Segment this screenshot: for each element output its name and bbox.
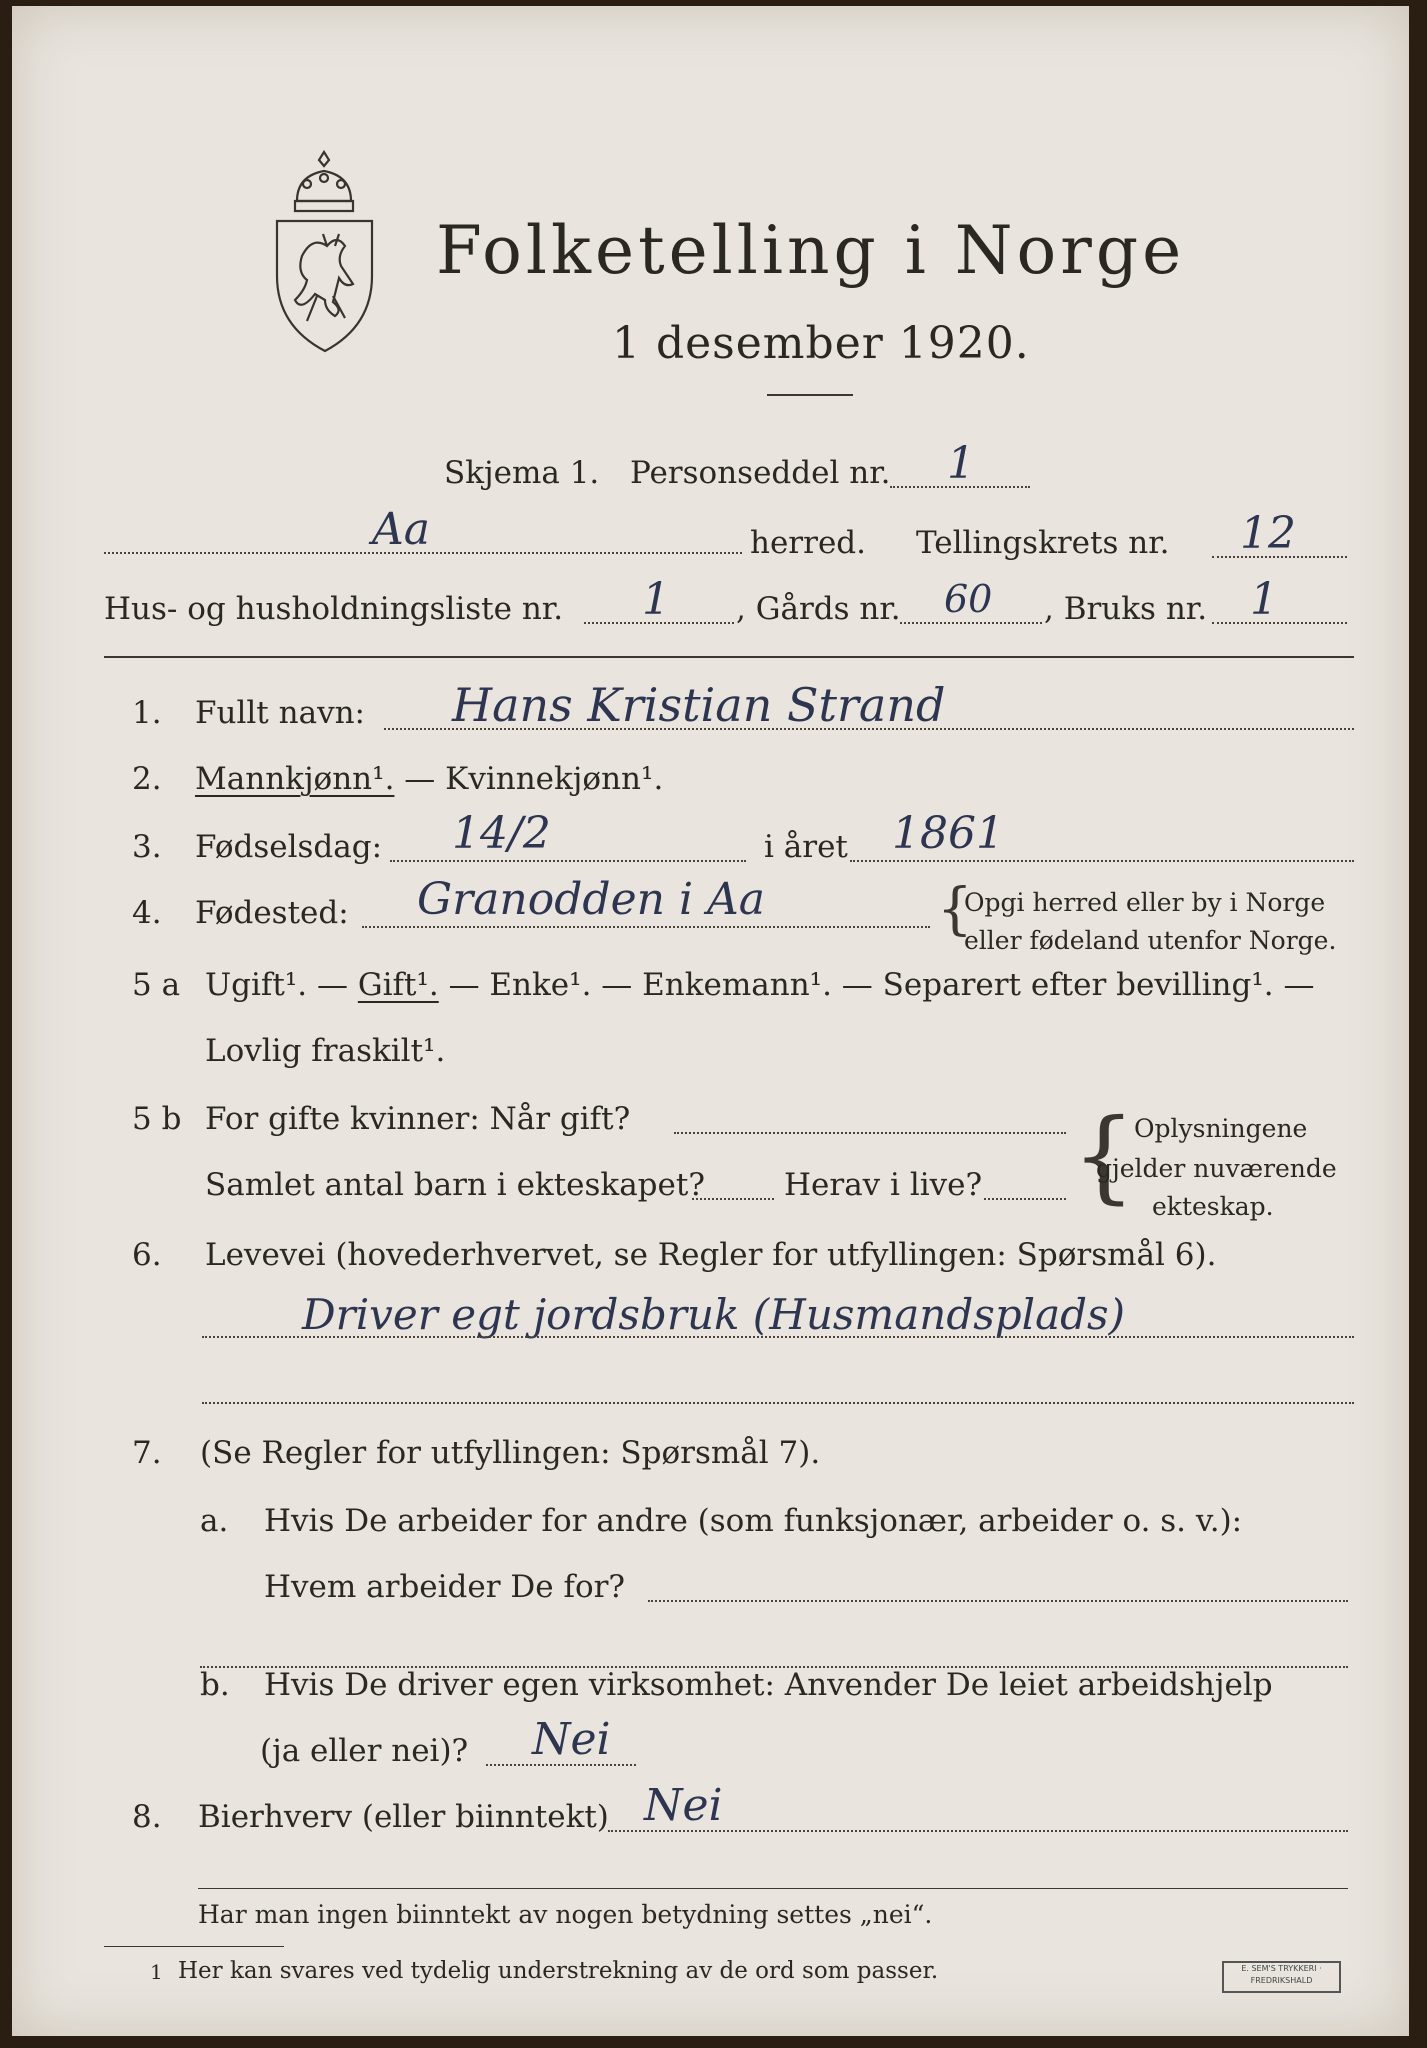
hired-help-value[interactable]: Nei bbox=[532, 1714, 611, 1765]
q7a-letter: a. bbox=[200, 1503, 229, 1539]
title-divider bbox=[767, 394, 853, 396]
footer-divider-2 bbox=[104, 1946, 284, 1947]
q2-number: 2. bbox=[132, 761, 162, 797]
q4-note-line2: eller fødeland utenfor Norge. bbox=[964, 926, 1337, 955]
q3-year-label: i året bbox=[764, 829, 848, 865]
header-divider bbox=[104, 656, 1354, 658]
ugift-option[interactable]: Ugift¹. bbox=[205, 967, 308, 1003]
q5b-brace: { bbox=[1072, 1097, 1136, 1214]
q6-line1 bbox=[202, 1336, 1354, 1338]
norwegian-coat-of-arms-icon bbox=[267, 146, 382, 361]
q1-number: 1. bbox=[132, 695, 162, 731]
q8-number: 8. bbox=[132, 1799, 162, 1835]
full-name-value[interactable]: Hans Kristian Strand bbox=[452, 678, 946, 732]
gards-value[interactable]: 60 bbox=[944, 577, 993, 621]
personseddel-value[interactable]: 1 bbox=[947, 438, 975, 489]
gards-label: , Gårds nr. bbox=[736, 591, 901, 627]
birthplace-value[interactable]: Granodden i Aa bbox=[417, 874, 766, 925]
q5b-label2: Samlet antal barn i ekteskapet? bbox=[205, 1167, 705, 1203]
gift-option[interactable]: Gift¹. bbox=[357, 967, 439, 1003]
footer-note: Har man ingen biinntekt av nogen betydning settes „nei“. bbox=[198, 1900, 933, 1929]
q4-label: Fødested: bbox=[195, 895, 349, 931]
q6-number: 6. bbox=[132, 1237, 162, 1273]
q5b-label3: Herav i live? bbox=[784, 1167, 983, 1203]
footer-divider-1 bbox=[198, 1888, 1348, 1889]
q7b-letter: b. bbox=[200, 1667, 230, 1703]
q5b-note-line2: gjelder nuværende bbox=[1096, 1154, 1337, 1183]
q2-options: Mannkjønn¹. — Kvinnekjønn¹. bbox=[195, 761, 664, 797]
q5b-note-line1: Oplysningene bbox=[1134, 1114, 1308, 1143]
bruks-label: , Bruks nr. bbox=[1044, 591, 1208, 627]
q3-year-line bbox=[850, 860, 1354, 862]
occupation-value[interactable]: Driver egt jordsbruk (Husmandsplads) bbox=[302, 1290, 1125, 1339]
q5b-label1: For gifte kvinner: Når gift? bbox=[205, 1101, 631, 1137]
q7a-label: Hvis De arbeider for andre (som funksjonær, arbeider o. s. v.): bbox=[264, 1503, 1243, 1539]
page-title: Folketelling i Norge bbox=[436, 212, 1186, 289]
printer-stamp: E. SEM'S TRYKKERI · FREDRIKSHALD bbox=[1222, 1961, 1341, 1993]
gards-line bbox=[900, 622, 1042, 624]
bruks-value[interactable]: 1 bbox=[1250, 574, 1278, 625]
q7a-line1 bbox=[648, 1600, 1348, 1602]
birth-year-value[interactable]: 1861 bbox=[892, 808, 1004, 859]
fraskilt-option[interactable]: Lovlig fraskilt¹. bbox=[205, 1033, 446, 1069]
q4-line bbox=[362, 926, 930, 928]
bruks-line bbox=[1212, 622, 1347, 624]
q4-brace: { bbox=[937, 877, 973, 942]
q8-label: Bierhverv (eller biinntekt) bbox=[198, 1799, 609, 1835]
herred-value[interactable]: Aa bbox=[372, 504, 431, 555]
q5b-line3 bbox=[984, 1198, 1066, 1200]
q5b-line1 bbox=[674, 1132, 1066, 1134]
other-marital-options[interactable]: — Enke¹. — Enkemann¹. — Separert efter bevilling¹. — bbox=[438, 967, 1315, 1003]
q3-label: Fødselsdag: bbox=[195, 829, 383, 865]
q6-line2 bbox=[202, 1402, 1354, 1404]
q7b-label2: (ja eller nei)? bbox=[260, 1733, 469, 1769]
birth-day-value[interactable]: 14/2 bbox=[452, 808, 551, 859]
kvinnekjonn-option[interactable]: Kvinnekjønn¹. bbox=[445, 761, 664, 797]
footnote-mark: 1 bbox=[150, 1960, 163, 1984]
side-income-value[interactable]: Nei bbox=[644, 1780, 723, 1831]
q5b-number: 5 b bbox=[132, 1101, 182, 1137]
hus-value[interactable]: 1 bbox=[642, 574, 670, 625]
q4-note-line1: Opgi herred eller by i Norge bbox=[964, 888, 1326, 917]
q5b-note-line3: ekteskap. bbox=[1152, 1192, 1274, 1221]
skjema-label: Skjema 1. bbox=[444, 455, 600, 491]
mannkjonn-option[interactable]: Mannkjønn¹. bbox=[195, 761, 395, 797]
q3-number: 3. bbox=[132, 829, 162, 865]
q6-label: Levevei (hovederhvervet, se Regler for utfyllingen: Spørsmål 6). bbox=[205, 1237, 1217, 1273]
hus-label: Hus- og husholdningsliste nr. bbox=[104, 591, 564, 627]
q7a-label2: Hvem arbeider De for? bbox=[264, 1569, 626, 1605]
q3-day-line bbox=[390, 860, 746, 862]
personseddel-label: Personseddel nr. bbox=[630, 455, 891, 491]
q5a-number: 5 a bbox=[132, 967, 181, 1003]
footnote-text: Her kan svares ved tydelig understrekning av de ord som passer. bbox=[178, 1958, 939, 1984]
census-form-page bbox=[12, 6, 1409, 2036]
census-date: 1 desember 1920. bbox=[612, 318, 1030, 369]
q7-number: 7. bbox=[132, 1435, 162, 1471]
q5b-line2 bbox=[692, 1198, 774, 1200]
herred-label: herred. bbox=[750, 525, 866, 561]
q7-label: (Se Regler for utfyllingen: Spørsmål 7). bbox=[200, 1435, 821, 1471]
q7b-label: Hvis De driver egen virksomhet: Anvender De leiet arbeidshjelp bbox=[264, 1667, 1273, 1703]
q1-label: Fullt navn: bbox=[195, 695, 365, 731]
q5a-options: Ugift¹. — Gift¹. — Enke¹. — Enkemann¹. — Separert efter bevilling¹. — bbox=[205, 967, 1315, 1003]
tellingskrets-value[interactable]: 12 bbox=[1240, 508, 1296, 559]
q4-number: 4. bbox=[132, 895, 162, 931]
tellingskrets-label: Tellingskrets nr. bbox=[916, 525, 1170, 561]
